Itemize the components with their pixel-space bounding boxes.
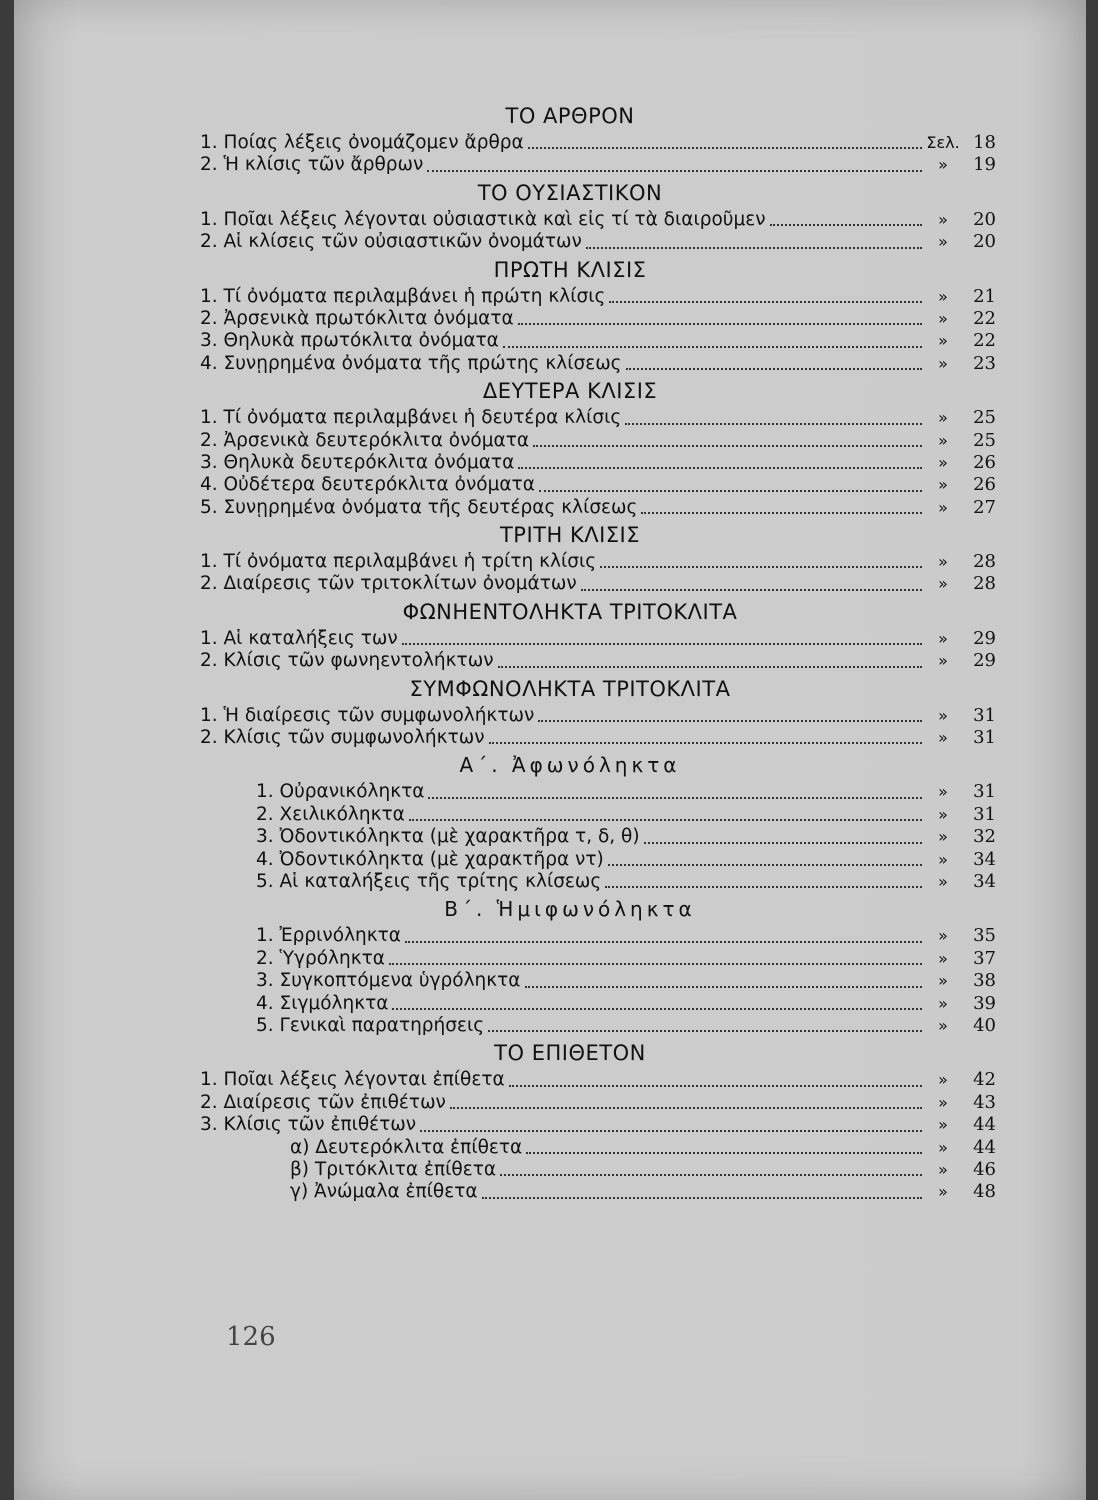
entry-mark: » [938, 155, 948, 175]
dot-leader [608, 864, 922, 866]
toc-entry [200, 209, 1000, 231]
entry-page: 18 [973, 132, 996, 153]
toc-entry [200, 871, 1000, 893]
entry-mark: » [938, 353, 948, 373]
entry-page: 31 [973, 727, 996, 749]
entry-mark: » [938, 651, 948, 671]
toc-entry [200, 970, 1000, 992]
entry-mark: » [938, 1115, 948, 1135]
toc-entry [200, 231, 1000, 253]
toc-entry [200, 1015, 1000, 1037]
section-heading: ΤΟ ΕΠΙΘΕΤΟΝ [494, 1041, 646, 1066]
entry-page: 29 [973, 650, 996, 672]
toc-entry [200, 1181, 1000, 1203]
entry-label: 4. Σιγμόληκτα [256, 992, 389, 1014]
dot-leader [581, 589, 922, 591]
toc-entry [200, 430, 1000, 452]
entry-label: 4. Ὀδοντικόληκτα (μὲ χαρακτῆρα ντ) [256, 848, 604, 870]
toc-entry [200, 804, 1000, 826]
entry-page: 25 [973, 429, 996, 451]
entry-page: 23 [973, 352, 996, 374]
entry-page: 28 [973, 573, 996, 595]
dot-leader [539, 490, 922, 492]
dot-leader [644, 842, 922, 844]
entry-page: 39 [973, 992, 996, 1014]
entry-page: 32 [973, 826, 996, 848]
toc-entry [200, 993, 1000, 1015]
dot-leader [489, 742, 922, 744]
entry-label: 3. Ὀδοντικόληκτα (μὲ χαρακτῆρα τ, δ, θ) [256, 826, 640, 848]
entry-mark: » [938, 430, 948, 450]
dot-leader [518, 467, 922, 469]
entry-page: 20 [973, 208, 996, 230]
toc-entry [200, 497, 1000, 519]
entry-mark: » [938, 552, 948, 572]
dot-leader [389, 963, 922, 965]
toc-entry [200, 628, 1000, 650]
entry-mark: » [938, 286, 948, 306]
dot-leader [500, 1174, 922, 1176]
toc-entry [200, 353, 1000, 375]
toc-entry [200, 727, 1000, 749]
entry-mark: » [938, 871, 948, 891]
section-heading: ΔΕΥΤΕΡΑ ΚΛΙΣΙΣ [482, 379, 658, 404]
dot-leader [626, 368, 922, 370]
subsection-heading: Α΄. Ἀφωνόληκτα [459, 753, 681, 778]
toc-entry [200, 407, 1000, 429]
entry-page: 29 [973, 627, 996, 649]
subsection-heading: Β΄. Ἡμιφωνόληκτα [444, 897, 696, 922]
toc-entry [200, 286, 1000, 308]
entry-mark: » [938, 993, 948, 1013]
entry-label: 3. Συγκοπτόμενα ὑγρόληκτα [256, 970, 521, 992]
entry-page: 22 [973, 307, 996, 329]
entry-page: 22 [973, 330, 996, 352]
entry-label: 5. Γενικαὶ παρατηρήσεις [256, 1014, 485, 1036]
table-of-contents [200, 100, 1000, 1204]
entry-label: 4. Συνῃρημένα ὀνόματα τῆς πρώτης κλίσεως [200, 352, 622, 374]
toc-entry [200, 132, 1000, 154]
entry-label: 1. Οὐρανικόληκτα [256, 781, 425, 803]
entry-label: 2. Κλίσις τῶν συμφωνολήκτων [200, 727, 485, 749]
section-heading: ΤΟ ΑΡΘΡΟΝ [505, 104, 635, 128]
entry-label: 5. Συνῃρημένα ὀνόματα τῆς δευτέρας κλίσεως [200, 496, 638, 518]
entry-mark: » [938, 1182, 948, 1202]
entry-page: 42 [973, 1069, 996, 1091]
entry-label: 2. Αἱ κλίσεις τῶν οὐσιαστικῶν ὀνομάτων [200, 231, 582, 253]
toc-entry [200, 154, 1000, 176]
entry-label: 4. Οὐδέτερα δευτερόκλιτα ὀνόματα [200, 474, 535, 496]
dot-leader [518, 323, 922, 325]
toc-entry [200, 1069, 1000, 1091]
section-heading: ΤΡΙΤΗ ΚΛΙΣΙΣ [499, 523, 641, 548]
dot-leader [488, 1030, 922, 1032]
toc-entry [200, 551, 1000, 573]
entry-mark: » [938, 1015, 948, 1035]
entry-mark: » [938, 232, 948, 252]
entry-label: 2. Κλίσις τῶν φωνηεντολήκτων [200, 650, 494, 672]
entry-page: 28 [973, 551, 996, 573]
entry-label: 1. Ἐρρινόληκτα [256, 925, 401, 947]
entry-label: 3. Κλίσις τῶν ἐπιθέτων [200, 1114, 417, 1136]
entry-page: 38 [973, 970, 996, 992]
entry-mark: » [938, 452, 948, 472]
dot-leader [600, 566, 922, 568]
entry-mark: Σελ. [926, 133, 960, 152]
entry-mark: » [938, 782, 948, 802]
dot-leader [525, 986, 923, 988]
entry-page: 21 [973, 285, 996, 307]
dot-leader [427, 170, 922, 172]
entry-label: 1. Ποῖαι λέξεις λέγονται ἐπίθετα [200, 1069, 505, 1091]
entry-page: 20 [973, 231, 996, 253]
entry-mark: » [938, 948, 948, 968]
entry-mark: » [938, 827, 948, 847]
entry-page: 31 [973, 781, 996, 803]
entry-mark: » [938, 804, 948, 824]
section-heading: ΤΟ ΟΥΣΙΑΣΤΙΚΟΝ [477, 180, 663, 205]
entry-mark: » [938, 1137, 948, 1157]
entry-label: 2. Διαίρεσις τῶν ἐπιθέτων [200, 1091, 446, 1113]
entry-label: 2. Ἀρσενικὰ πρωτόκλιτα ὀνόματα [200, 307, 514, 329]
entry-label: 1. Αἱ καταλήξεις των [200, 627, 398, 649]
entry-mark: » [938, 849, 948, 869]
entry-label: 2. Χειλικόληκτα [256, 803, 405, 825]
dot-leader [428, 797, 922, 799]
toc-entry [200, 1092, 1000, 1114]
toc-entry [200, 308, 1000, 330]
entry-page: 35 [973, 925, 996, 947]
entry-page: 19 [973, 154, 996, 176]
entry-mark: » [938, 331, 948, 351]
entry-mark: » [938, 1159, 948, 1179]
entry-label: 3. Θηλυκὰ πρωτόκλιτα ὀνόματα [200, 330, 499, 352]
dot-leader [405, 941, 922, 943]
dot-leader [450, 1107, 922, 1109]
entry-label: 1. Τί ὀνόματα περιλαμβάνει ἡ πρώτη κλίσις [200, 285, 606, 307]
dot-leader [641, 512, 922, 514]
entry-label: α) Δευτερόκλιτα ἐπίθετα [290, 1136, 523, 1158]
dot-leader [420, 1130, 922, 1132]
entry-mark: » [938, 1070, 948, 1090]
entry-label: 1. Ποίας λέξεις ὀνομάζομεν ἄρθρα [200, 132, 524, 153]
toc-entry [200, 826, 1000, 848]
entry-page: 26 [973, 474, 996, 496]
entry-label: 2. Διαίρεσις τῶν τριτοκλίτων ὀνομάτων [200, 573, 577, 595]
dot-leader [509, 1085, 922, 1087]
toc-entry [200, 1159, 1000, 1181]
toc-entry [200, 925, 1000, 947]
dot-leader [392, 1008, 922, 1010]
entry-page: 44 [973, 1114, 996, 1136]
entry-label: 1. Τί ὀνόματα περιλαμβάνει ἡ τρίτη κλίσις [200, 551, 597, 573]
toc-entry [200, 650, 1000, 672]
entry-mark: » [938, 475, 948, 495]
page-number: 126 [226, 1322, 276, 1352]
entry-label: β) Τριτόκλιτα ἐπίθετα [290, 1158, 497, 1180]
entry-page: 34 [973, 870, 996, 892]
entry-label: 2. Ἀρσενικὰ δευτερόκλιτα ὀνόματα [200, 429, 530, 451]
toc-entry [200, 573, 1000, 595]
toc-entry [200, 474, 1000, 496]
entry-page: 26 [973, 451, 996, 473]
entry-label: 2. Ἡ κλίσις τῶν ἄρθρων [200, 154, 424, 176]
entry-label: 5. Αἱ καταλήξεις τῆς τρίτης κλίσεως [256, 870, 602, 892]
toc-entry [200, 705, 1000, 727]
toc-entry [200, 948, 1000, 970]
toc-entry [200, 781, 1000, 803]
section-heading: ΦΩΝΗΕΝΤΟΛΗΚΤΑ ΤΡΙΤΟΚΛΙΤΑ [402, 599, 738, 624]
entry-label: 1. Ποῖαι λέξεις λέγονται οὐσιαστικὰ καὶ εἰς τί τὰ διαιροῦμεν [200, 208, 766, 230]
entry-page: 44 [973, 1136, 996, 1158]
dot-leader [482, 1197, 922, 1199]
section-heading: ΣΥΜΦΩΝΟΛΗΚΤΑ ΤΡΙΤΟΚΛΙΤΑ [409, 676, 731, 701]
entry-page: 31 [973, 803, 996, 825]
entry-mark: » [938, 308, 948, 328]
dot-leader [609, 301, 922, 303]
entry-mark: » [938, 971, 948, 991]
entry-label: 2. Ὑγρόληκτα [256, 947, 385, 969]
dot-leader [586, 247, 922, 249]
toc-entry [200, 330, 1000, 352]
entry-mark: » [938, 705, 948, 725]
dot-leader [770, 224, 922, 226]
dot-leader [409, 819, 922, 821]
entry-mark: » [938, 926, 948, 946]
entry-page: 31 [973, 704, 996, 726]
entry-page: 25 [973, 407, 996, 429]
dot-leader [625, 423, 922, 425]
dot-leader [538, 720, 922, 722]
dot-leader [498, 666, 922, 668]
dot-leader [528, 147, 922, 149]
entry-mark: » [938, 574, 948, 594]
toc-entry [200, 849, 1000, 871]
entry-page: 34 [973, 848, 996, 870]
entry-label: γ) Ἀνώμαλα ἐπίθετα [290, 1181, 478, 1203]
dot-leader [503, 346, 922, 348]
section-heading: ΠΡΩΤΗ ΚΛΙΣΙΣ [493, 257, 647, 282]
dot-leader [526, 1152, 922, 1154]
entry-page: 27 [973, 496, 996, 518]
entry-mark: » [938, 408, 948, 428]
entry-label: 3. Θηλυκὰ δευτερόκλιτα ὀνόματα [200, 451, 515, 473]
entry-page: 43 [973, 1091, 996, 1113]
entry-mark: » [938, 628, 948, 648]
entry-mark: » [938, 728, 948, 748]
toc-entry [200, 1114, 1000, 1136]
toc-entry [200, 1137, 1000, 1159]
dot-leader [605, 886, 922, 888]
toc-entry [200, 452, 1000, 474]
entry-mark: » [938, 1092, 948, 1112]
entry-label: 1. Ἡ διαίρεσις τῶν συμφωνολήκτων [200, 704, 535, 726]
entry-mark: » [938, 497, 948, 517]
entry-page: 40 [973, 1014, 996, 1036]
entry-mark: » [938, 209, 948, 229]
dot-leader [402, 643, 922, 645]
entry-page: 48 [973, 1181, 996, 1203]
book-page [14, 0, 1086, 1500]
entry-page: 37 [973, 947, 996, 969]
entry-page: 46 [973, 1158, 996, 1180]
entry-label: 1. Τί ὀνόματα περιλαμβάνει ἡ δευτέρα κλίσις [200, 407, 622, 429]
dot-leader [533, 445, 922, 447]
